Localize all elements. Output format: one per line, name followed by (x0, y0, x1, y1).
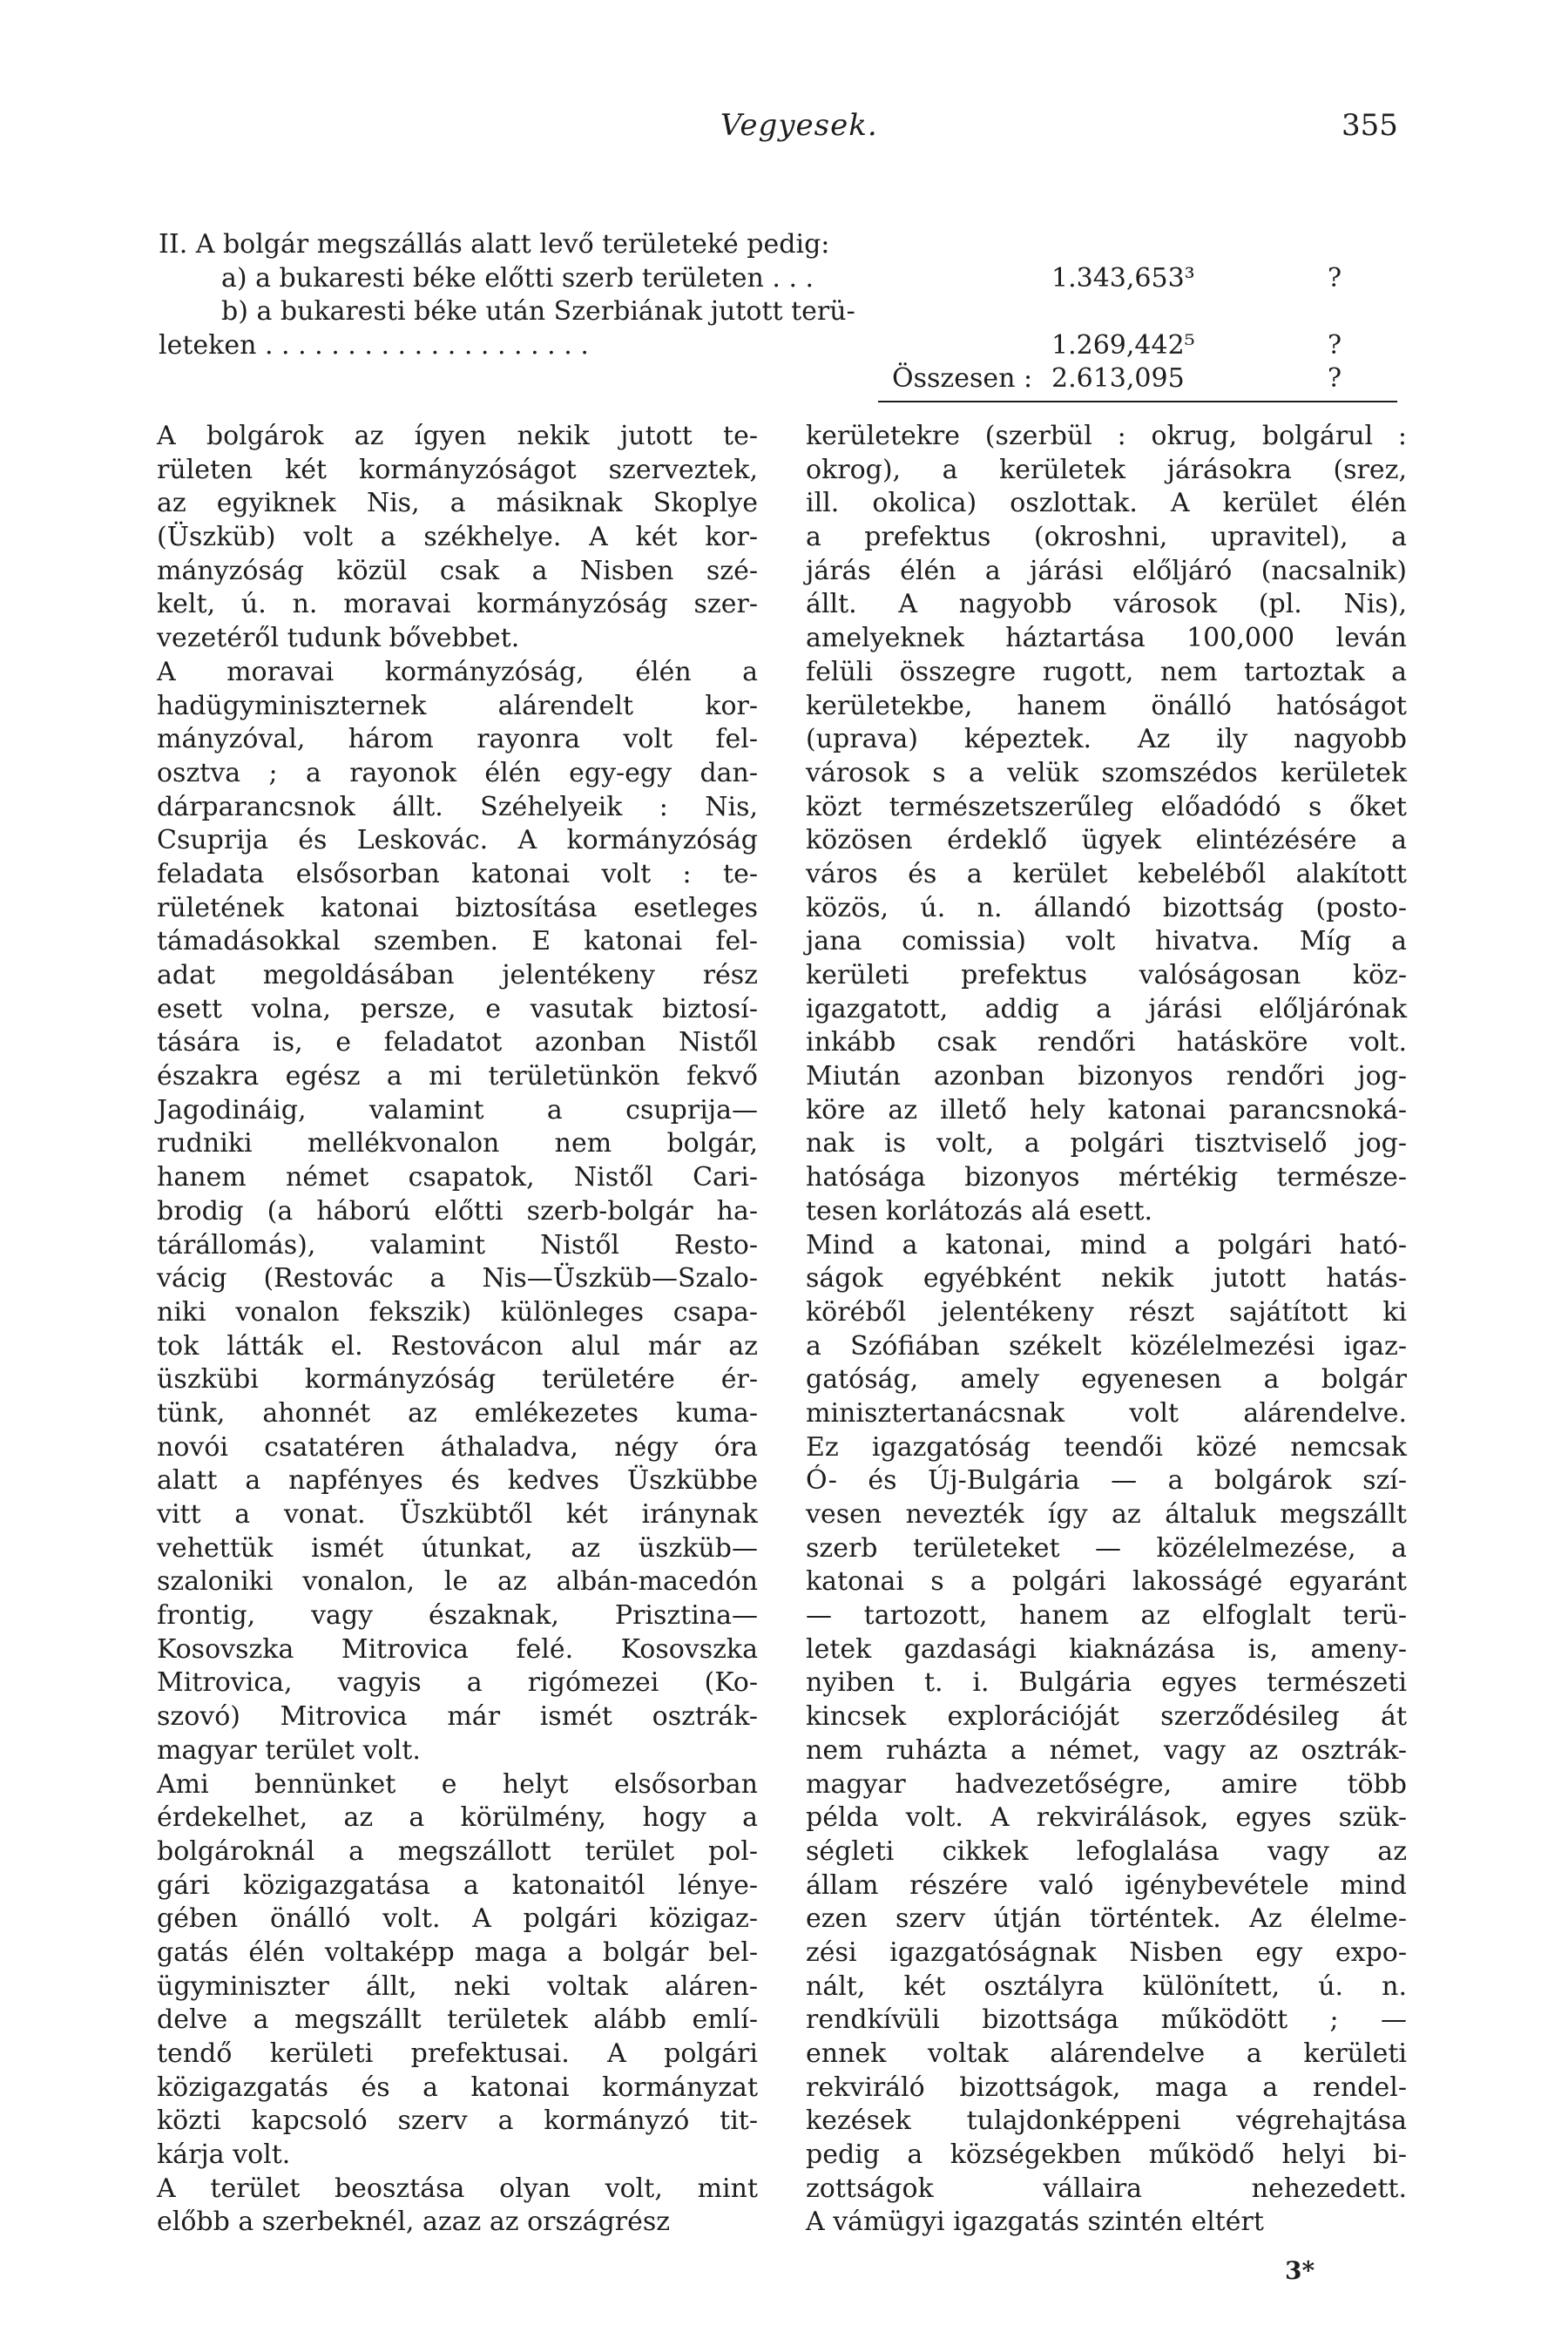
text-line: igazgatott, addig a járási előljárónak (806, 993, 1407, 1024)
text-line: Ami bennünket e helyt elsősorban (157, 1768, 758, 1800)
text-line: kerületekbe, hanem önálló hatóságot (806, 690, 1407, 721)
text-line: brodig (a háború előtti szerb-bolgár ha- (157, 1195, 758, 1227)
text-line: tendő kerületi prefektusai. A polgári (157, 2038, 758, 2069)
text-line: bolgároknál a megszállott terület pol- (157, 1835, 758, 1867)
text-line: támadásokkal szemben. E katonai fel- (157, 926, 758, 957)
text-line: közös, ú. n. állandó bizottság (posto- (806, 892, 1407, 923)
text-line: állam részére való igénybevétele mind (806, 1869, 1407, 1901)
text-line: Mind a katonai, mind a polgári ható- (806, 1229, 1407, 1260)
text-line: tására is, e feladatot azonban Nistől (157, 1027, 758, 1058)
statistics-table (159, 228, 1413, 396)
text-line: nak is volt, a polgári tisztviselő jog- (806, 1128, 1407, 1159)
text-line: a Szófiában székelt közélelmezési igaz- (806, 1330, 1407, 1362)
text-line: rekviráló bizottságok, maga a rendel- (806, 2072, 1407, 2103)
text-line: tárállomás), valamint Nistől Resto- (157, 1229, 758, 1260)
text-line: érdekelhet, az a körülmény, hogy a (157, 1802, 758, 1834)
text-line: rületének katonai biztosítása esetleges (157, 892, 758, 923)
text-line: A bolgárok az ígyen nekik jutott te- (157, 421, 758, 451)
text-line: Ó- és Új-Bulgária — a bolgárok szí- (806, 1465, 1407, 1497)
text-line: letek gazdasági kiaknázása is, ameny- (806, 1633, 1407, 1665)
text-line: szerb területeket — közélelmezése, a (806, 1532, 1407, 1564)
table-row-label: leteken . . . . . . . . . . . . . . . . . . . . (159, 329, 589, 361)
text-line: szaloniki vonalon, le az albán-macedón (157, 1566, 758, 1598)
text-line: gatóság, amely egyenesen a bolgár (806, 1364, 1407, 1396)
text-line: Kosovszka Mitrovica felé. Kosovszka (157, 1633, 758, 1665)
text-line: ill. okolica) oszlottak. A kerület élén (806, 488, 1407, 519)
table-total-row (159, 362, 1413, 396)
text-line: ezen szerv útján történtek. Az élelme- (806, 1903, 1407, 1935)
text-line: kárja volt. (157, 2139, 291, 2171)
text-line: dárparancsnok állt. Széhelyeik : Nis, (157, 791, 758, 822)
text-line: alatt a napfényes és kedves Üszkübbe (157, 1465, 758, 1497)
text-line: amelyeknek háztartása 100,000 leván (806, 623, 1407, 654)
table-row (159, 262, 1413, 296)
sum-rule (878, 401, 1397, 402)
text-line: vitt a vonat. Üszkübtől két iránynak (157, 1499, 758, 1530)
text-line: gári közigazgatása a katonaitól lénye- (157, 1869, 758, 1901)
table-row-unknown: ? (1328, 262, 1342, 294)
text-line: üszkübi kormányzóság területére ér- (157, 1364, 758, 1396)
text-line: közösen érdeklő ügyek elintézésére a (806, 825, 1407, 856)
text-line: ügyminiszter állt, neki voltak aláren- (157, 1970, 758, 2002)
text-line: nyiben t. i. Bulgária egyes természeti (806, 1667, 1407, 1699)
text-line: A vámügyi igazgatás szintén eltért (806, 2207, 1264, 2238)
total-value: 2.613,095 (1051, 363, 1185, 394)
text-line: (Üszküb) volt a székhelye. A két kor- (157, 522, 758, 553)
table-row-value: 1.269,442⁵ (1051, 329, 1195, 361)
text-line: köréből jelentékeny részt sajátított ki (806, 1296, 1407, 1328)
text-line: tünk, ahonnét az emlékezetes kuma- (157, 1397, 758, 1429)
text-line: pedig a községekben működő helyi bi- (806, 2139, 1407, 2171)
text-line: kezések tulajdonképpeni végrehajtása (806, 2105, 1407, 2137)
right-text-column (806, 420, 1407, 2240)
text-line: szovó) Mitrovica már ismét osztrák- (157, 1701, 758, 1733)
text-line: városok s a velük szomszédos kerületek (806, 757, 1407, 788)
text-line: vezetéről tudunk bővebbet. (157, 623, 520, 654)
text-line: zottságok vállaira nehezedett. (806, 2173, 1407, 2204)
table-row-unknown: ? (1328, 329, 1342, 361)
text-line: esett volna, persze, e vasutak biztosí- (157, 993, 758, 1024)
printer-signature-mark: 3* (1285, 2256, 1315, 2285)
text-line: magyar terület volt. (157, 1734, 421, 1766)
text-line: előbb a szerbeknél, azaz az országrész (157, 2207, 671, 2238)
text-line: állt. A nagyobb városok (pl. Nis), (806, 589, 1407, 620)
text-line: zési igazgatóságnak Nisben egy expo- (806, 1936, 1407, 1968)
text-line: rendkívüli bizottsága működött ; — (806, 2004, 1407, 2036)
running-title: Vegyesek. (720, 108, 878, 143)
text-line: mányzóval, három rayonra volt fel- (157, 724, 758, 755)
text-line: Mitrovica, vagyis a rigómezei (Ko- (157, 1667, 758, 1699)
text-line: Ez igazgatóság teendői közé nemcsak (806, 1431, 1407, 1463)
page-number: 355 (1342, 108, 1398, 143)
text-line: járás élén a járási előljáró (nacsalnik) (806, 555, 1407, 586)
text-line: katonai s a polgári lakosságé egyaránt (806, 1566, 1407, 1598)
text-line: adat megoldásában jelentékeny rész (157, 960, 758, 990)
text-line: az egyiknek Nis, a másiknak Skoplye (157, 488, 758, 519)
text-line: rudniki mellékvonalon nem bolgár, (157, 1128, 758, 1159)
text-line: — tartozott, hanem az elfoglalt terü- (806, 1600, 1407, 1632)
table-heading: II. A bolgár megszállás alatt levő területeké pedig: (159, 229, 830, 260)
text-line: kincsek explorációját szerződésileg át (806, 1701, 1407, 1733)
text-line: közt természetszerűleg előadódó s őket (806, 791, 1407, 822)
text-line: A moravai kormányzóság, élén a (157, 656, 758, 687)
text-line: mányzóság közül csak a Nisben szé- (157, 555, 758, 586)
text-line: hadügyminiszternek alárendelt kor- (157, 690, 758, 721)
text-line: okrog), a kerületek járásokra (srez, (806, 454, 1407, 485)
text-line: kerületekre (szerbül : okrug, bolgárul : (806, 421, 1407, 451)
text-line: köre az illető hely katonai parancsnoká- (806, 1094, 1407, 1125)
table-row (159, 228, 1413, 262)
table-row (159, 329, 1413, 363)
text-line: ségleti cikkek lefoglalása vagy az (806, 1835, 1407, 1867)
text-line: jana comissia) volt hivatva. Míg a (806, 926, 1407, 957)
text-line: delve a megszállt területek alább emlí- (157, 2004, 758, 2036)
text-line: hanem német csapatok, Nistől Cari- (157, 1162, 758, 1193)
text-line: északra egész a mi területünkön fekvő (157, 1061, 758, 1092)
table-row-label: b) a bukaresti béke után Szerbiának jutott terü- (221, 296, 855, 327)
text-line: niki vonalon fekszik) különleges csapa- (157, 1296, 758, 1328)
text-line: nált, két osztályra különített, ú. n. (806, 1970, 1407, 2002)
text-line: minisztertanácsnak volt alárendelve. (806, 1397, 1407, 1429)
text-line: hatósága bizonyos mértékig természe- (806, 1162, 1407, 1193)
text-line: nem ruházta a német, vagy az osztrák- (806, 1734, 1407, 1766)
text-line: vácig (Restovác a Nis—Üszküb—Szalo- (157, 1263, 758, 1294)
text-line: osztva ; a rayonok élén egy-egy dan- (157, 757, 758, 788)
text-line: ennek voltak alárendelve a kerületi (806, 2038, 1407, 2069)
table-row (159, 295, 1413, 329)
text-line: frontig, vagy északnak, Prisztina— (157, 1600, 758, 1632)
text-line: Miután azonban bizonyos rendőri jog- (806, 1061, 1407, 1092)
text-line: tok látták el. Restovácon alul már az (157, 1330, 758, 1362)
text-line: inkább csak rendőri hatásköre volt. (806, 1027, 1407, 1058)
left-text-column (157, 420, 758, 2240)
text-line: rületen két kormányzóságot szerveztek, (157, 454, 758, 485)
text-line: vesen nevezték így az általuk megszállt (806, 1499, 1407, 1530)
total-label: Összesen : (892, 363, 1033, 394)
text-line: ságok egyébként nekik jutott hatás- (806, 1263, 1407, 1294)
text-line: közigazgatás és a katonai kormányzat (157, 2072, 758, 2103)
text-line: város és a kerület kebeléből alakított (806, 858, 1407, 889)
text-line: vehettük ismét útunkat, az üszküb— (157, 1532, 758, 1564)
text-line: A terület beosztása olyan volt, mint (157, 2173, 758, 2204)
text-line: novói csatatéren áthaladva, négy óra (157, 1431, 758, 1463)
table-row-value: 1.343,653³ (1051, 262, 1195, 294)
text-line: közti kapcsoló szerv a kormányzó tit- (157, 2105, 758, 2137)
text-line: a prefektus (okroshni, upravitel), a (806, 522, 1407, 553)
text-line: Jagodináig, valamint a csuprija— (157, 1094, 758, 1125)
text-line: gében önálló volt. A polgári közigaz- (157, 1903, 758, 1935)
text-line: tesen korlátozás alá esett. (806, 1195, 1153, 1227)
text-line: kerületi prefektus valóságosan köz- (806, 960, 1407, 990)
total-unknown: ? (1328, 363, 1342, 394)
table-row-label: a) a bukaresti béke előtti szerb területen . . . (221, 262, 814, 294)
text-line: feladata elsősorban katonai volt : te- (157, 858, 758, 889)
text-line: felüli összegre rugott, nem tartoztak a (806, 656, 1407, 687)
text-line: kelt, ú. n. moravai kormányzóság szer- (157, 589, 758, 620)
text-line: gatás élén voltaképp maga a bolgár bel- (157, 1936, 758, 1968)
text-line: (uprava) képeztek. Az ily nagyobb (806, 724, 1407, 755)
text-line: magyar hadvezetőségre, amire több (806, 1768, 1407, 1800)
text-line: Csuprija és Leskovác. A kormányzóság (157, 825, 758, 856)
text-line: példa volt. A rekvirálások, egyes szük- (806, 1802, 1407, 1834)
